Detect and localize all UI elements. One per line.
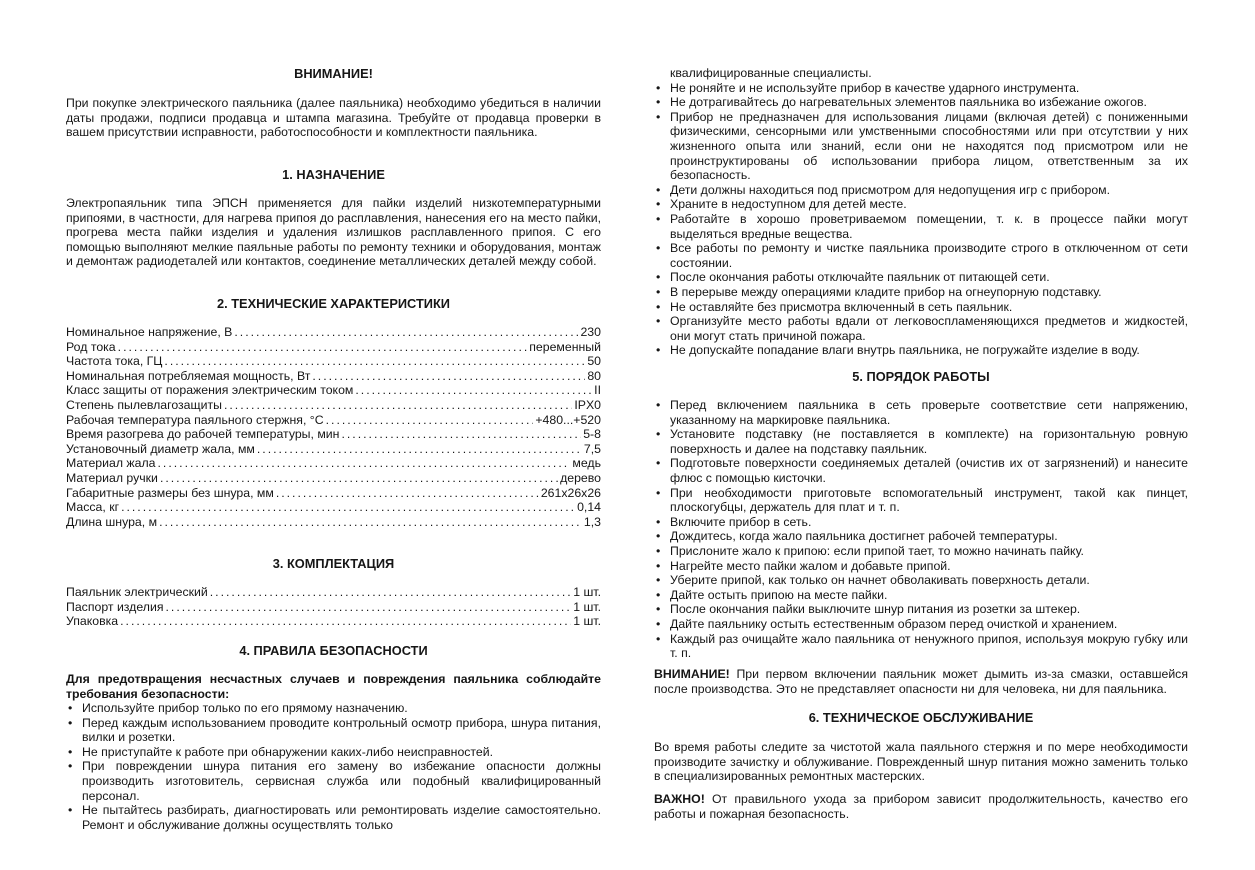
purpose-heading: 1. НАЗНАЧЕНИЕ	[282, 167, 385, 182]
maintenance-paragraph: Во время работы следите за чистотой жала паяльного стержня и по мере необходимости производите зачистку и облуживание. Поврежденный шнур питания можно заменить только в специализированных ремонтных мастерских.	[654, 740, 1188, 784]
spec-value: 5-8	[583, 427, 601, 442]
procedure-note	[654, 667, 1188, 696]
specs-heading: 2. ТЕХНИЧЕСКИЕ ХАРАКТЕРИСТИКИ	[216, 296, 450, 311]
kit-row	[66, 585, 601, 600]
attention-heading: ВНИМАНИЕ!	[294, 66, 373, 81]
spec-row	[66, 515, 601, 530]
kit-list	[66, 585, 601, 629]
list-item: • Прислоните жало к припою: если припой тает, то можно начинать пайку.	[654, 544, 1188, 559]
spec-label: Класс защиты от поражения электрическим током	[66, 383, 354, 398]
spec-label: Степень пылевлагозащиты	[66, 397, 222, 412]
list-item: • При необходимости приготовьте вспомогательный инструмент, такой как пинцет, плоскогубцы, держатель для плат и т. п.	[654, 486, 1188, 515]
spec-label: Время разогрева до рабочей температуры, мин	[66, 427, 340, 442]
kit-label: Паспорт изделия	[66, 599, 164, 614]
safety-continued	[654, 66, 1188, 358]
spec-label: Частота тока, ГЦ	[66, 354, 163, 369]
leader-dots	[120, 614, 571, 629]
list-item: • Не дотрагивайтесь до нагревательных элементов паяльника во избежание ожогов.	[654, 95, 1188, 110]
list-item: • Дайте паяльнику остыть естественным образом перед очисткой и хранением.	[654, 617, 1188, 632]
spec-label: Масса, кг	[66, 500, 120, 515]
maintenance-heading: 6. ТЕХНИЧЕСКОЕ ОБСЛУЖИВАНИЕ	[808, 710, 1034, 725]
kit-row	[66, 614, 601, 629]
kit-heading: 3. КОМПЛЕКТАЦИЯ	[272, 556, 395, 571]
list-item: • Нагрейте место пайки жалом и добавьте припой.	[654, 559, 1188, 574]
spec-row	[66, 398, 601, 413]
list-item: • Перед каждым использованием проводите контрольный осмотр прибора, шнура питания, вилки и розетки.	[66, 716, 601, 745]
safety-list-left	[66, 701, 601, 832]
spec-row	[66, 500, 601, 515]
note-label: ВНИМАНИЕ!	[654, 667, 730, 681]
spec-row	[66, 340, 601, 355]
list-item: • Уберите припой, как только он начнет обволакивать поверхность детали.	[654, 573, 1188, 588]
spec-label: Номинальная потребляемая мощность, Вт	[66, 368, 311, 383]
spec-label: Установочный диаметр жала, мм	[66, 441, 255, 456]
list-item: • Перед включением паяльника в сеть проверьте соответствие сети напряжению, указанному на маркировке паяльника.	[654, 398, 1188, 427]
list-item: • Включите прибор в сеть.	[654, 515, 1188, 530]
list-item: • Не оставляйте без присмотра включенный в сеть паяльник.	[654, 300, 1188, 315]
leader-dots	[160, 471, 558, 486]
leader-dots	[166, 600, 572, 615]
list-item: • Каждый раз очищайте жало паяльника от ненужного припоя, используя мокрую губку или т. п.	[654, 632, 1188, 661]
right-column	[654, 0, 1188, 870]
leader-dots	[355, 383, 592, 398]
spec-row	[66, 369, 601, 384]
safety-intro: Для предотвращения несчастных случаев и повреждения паяльника соблюдайте требования безопасности:	[66, 672, 601, 701]
spec-row	[66, 486, 601, 501]
list-item: • Установите подставку (не поставляется в комплекте) на горизонтальную ровную поверхность и далее на подставку паяльник.	[654, 427, 1188, 456]
kit-value: 1 шт.	[573, 614, 601, 629]
spec-label: Род тока	[66, 339, 116, 354]
spec-label: Материал ручки	[66, 470, 158, 485]
list-item: • Дети должны находиться под присмотром для недопущения игр с прибором.	[654, 183, 1188, 198]
spec-row	[66, 325, 601, 340]
note-text: При первом включении паяльник может дымить из-за смазки, оставшейся после производства. Это не представляет опасности ни для человека, ни для паяльника.	[654, 667, 1188, 696]
spec-row	[66, 413, 601, 428]
spec-value: 261x26x26	[540, 485, 601, 500]
list-item: • Не допускайте попадание влаги внутрь паяльника, не погружайте изделие в воду.	[654, 343, 1188, 358]
list-item: • Организуйте место работы вдали от легковоспламеняющихся предметов и жидкостей, они могут стать причиной пожара.	[654, 314, 1188, 343]
attention-paragraph: При покупке электрического паяльника (далее паяльника) необходимо убедиться в наличии даты продажи, подписи продавца и штампа магазина. Требуйте от продавца проверки в вашем присутствии исправности, работоспособности и комплектности паяльника.	[66, 96, 601, 140]
leader-dots	[276, 486, 539, 501]
leader-dots	[234, 325, 578, 340]
spec-value: IPX0	[574, 397, 601, 412]
list-item: • Работайте в хорошо проветриваемом помещении, т. к. в процессе пайки могут выделяться вредные вещества.	[654, 212, 1188, 241]
spec-value: 50	[587, 354, 601, 369]
spec-label: Материал жала	[66, 456, 156, 471]
spec-value: 0,14	[577, 500, 601, 515]
list-item: • Прибор не предназначен для использования лицами (включая детей) с пониженными физическими, сенсорными или умственными способностями или при отсутствии у них жизненного опыта или знаний, если они не находятся под присмотром или не проинструктированы об использовании прибора лицом, ответственным за их безопасность.	[654, 110, 1188, 183]
leader-dots	[341, 427, 581, 442]
spec-value: +480...+520	[535, 412, 601, 427]
leader-dots	[158, 456, 571, 471]
kit-label: Паяльник электрический	[66, 585, 208, 599]
spec-value: дерево	[560, 470, 601, 485]
leader-dots	[164, 354, 585, 369]
maintenance-note	[654, 792, 1188, 821]
list-item: • Храните в недоступном для детей месте.	[654, 197, 1188, 212]
list-item: • В перерыве между операциями кладите прибор на огнеупорную подставку.	[654, 285, 1188, 300]
spec-value: 7,5	[583, 441, 601, 456]
purpose-paragraph: Электропаяльник типа ЭПСН применяется для пайки изделий низкотемпературными припоями, в частности, для нагрева припоя до расплавления, нанесения его на место пайки, прогрева места пайки изделия и удаления излишков расплавленного припоя. С его помощью выполняют мелкие паяльные работы по ремонту техники и оборудования, монтаж и демонтаж радиодеталей или контактов, соединение металлических деталей между собой.	[66, 196, 601, 269]
leader-dots	[121, 500, 575, 515]
procedure-heading: 5. ПОРЯДОК РАБОТЫ	[852, 369, 990, 384]
leader-dots	[312, 369, 585, 384]
spec-value: II	[594, 383, 601, 398]
list-item: • После окончания работы отключайте паяльник от питающей сети.	[654, 270, 1188, 285]
spec-row	[66, 383, 601, 398]
spec-label: Номинальное напряжение, В	[66, 325, 233, 339]
specs-list	[66, 325, 601, 529]
spec-row	[66, 471, 601, 486]
kit-row	[66, 600, 601, 615]
procedure-list	[654, 398, 1188, 661]
spec-row	[66, 456, 601, 471]
leader-dots	[118, 340, 528, 355]
spec-label: Длина шнура, м	[66, 514, 158, 529]
safety-list-right	[654, 81, 1188, 358]
list-item: • Не приступайте к работе при обнаружении каких-либо неисправностей.	[66, 745, 601, 760]
list-item: • Подготовьте поверхности соединяемых деталей (очистив их от загрязнений) и нанесите флюс с помощью кисточки.	[654, 456, 1188, 485]
leader-dots	[224, 398, 572, 413]
kit-value: 1 шт.	[573, 585, 601, 599]
spec-label: Габаритные размеры без шнура, мм	[66, 485, 274, 500]
note-label: ВАЖНО!	[654, 792, 705, 806]
leader-dots	[257, 442, 582, 457]
spec-value: переменный	[529, 339, 601, 354]
list-item: • Все работы по ремонту и чистке паяльника производите строго в отключенном от сети состоянии.	[654, 241, 1188, 270]
list-item: • Используйте прибор только по его прямому назначению.	[66, 701, 601, 716]
spec-row	[66, 354, 601, 369]
spec-row	[66, 442, 601, 457]
note-text: От правильного ухода за прибором зависит продолжительность, качество его работы и пожарная безопасность.	[654, 792, 1188, 821]
kit-label: Упаковка	[66, 614, 119, 629]
list-item: • После окончания пайки выключите шнур питания из розетки за штекер.	[654, 602, 1188, 617]
safety-heading: 4. ПРАВИЛА БЕЗОПАСНОСТИ	[239, 643, 428, 658]
list-item: • Не роняйте и не используйте прибор в качестве ударного инструмента.	[654, 81, 1188, 96]
spec-value: 80	[587, 368, 601, 383]
spec-value: медь	[572, 456, 601, 471]
leader-dots	[210, 585, 571, 600]
list-item: • Дождитесь, когда жало паяльника достигнет рабочей температуры.	[654, 529, 1188, 544]
leader-dots	[159, 515, 582, 530]
list-item-continuation: квалифицированные специалисты.	[670, 66, 872, 80]
left-column	[66, 0, 601, 870]
list-item: • Дайте остыть припою на месте пайки.	[654, 588, 1188, 603]
leader-dots	[326, 413, 534, 428]
kit-value: 1 шт.	[573, 599, 601, 614]
spec-label: Рабочая температура паяльного стержня, °С	[66, 412, 324, 427]
spec-row	[66, 427, 601, 442]
spec-value: 1,3	[583, 514, 601, 529]
spec-value: 230	[580, 325, 601, 339]
list-item: • Не пытайтесь разбирать, диагностировать или ремонтировать изделие самостоятельно. Ремонт и обслуживание должны осуществлять только	[66, 803, 601, 832]
list-item: • При повреждении шнура питания его замену во избежание опасности должны производить изготовитель, сервисная служба или подобный квалифицированный персонал.	[66, 759, 601, 803]
